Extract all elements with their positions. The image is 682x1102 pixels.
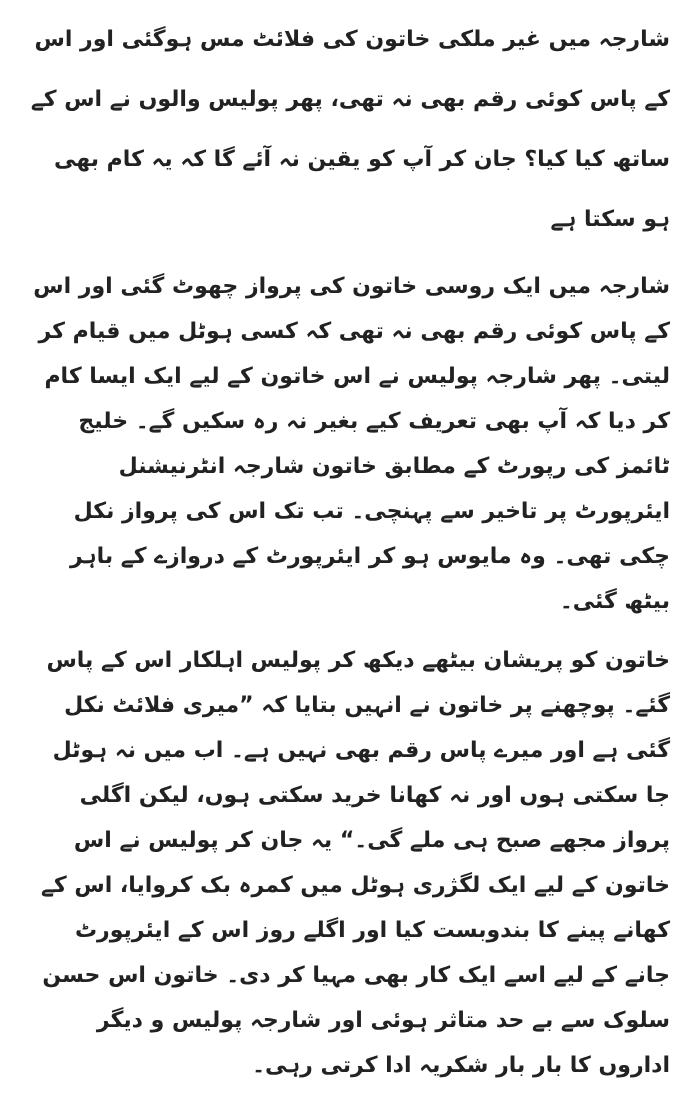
news-article xyxy=(30,10,670,1102)
article-paragraph: شارجہ میں ایک روسی خاتون کی پرواز چھوٹ گئی اور اس کے پاس کوئی رقم بھی نہ تھی کہ کسی ہوٹل میں قیام کر لیتی۔ پھر شارجہ پولیس نے اس خاتون کے لیے ایک ایسا کام کر دیا کہ آپ بھی تعریف کیے بغیر نہ رہ سکیں گے۔ خلیج ٹائمز کی رپورٹ کے مطابق خاتون شارجہ انٹرنیشنل ایئرپورٹ پر تاخیر سے پہنچی۔ تب تک اس کی پرواز نکل چکی تھی۔ وہ مایوس ہو کر ایئرپورٹ کے دروازے کے باہر بیٹھ گئی۔ xyxy=(33,274,670,614)
article-paragraph: خاتون کو پریشان بیٹھے دیکھ کر پولیس اہلکار اس کے پاس گئے۔ پوچھنے پر خاتون نے انہیں بتایا کہ ”میری فلائٹ نکل گئی ہے اور میرے پاس رقم بھی نہیں ہے۔ اب میں نہ ہوٹل جا سکتی ہوں اور نہ کھانا خرید سکتی ہوں، لیکن اگلی پرواز مجھے صبح ہی ملے گی۔“ یہ جان کر پولیس نے اس خاتون کے لیے ایک لگژری ہوٹل میں کمرہ بک کروایا، اس کے کھانے پینے کا بندوبست کیا اور اگلے روز اس کے ایئرپورٹ جانے کے لیے اسے ایک کار بھی مہیا کر دی۔ خاتون اس حسن سلوک سے بے حد متاثر ہوئی اور شارجہ پولیس و دیگر اداروں کا بار بار شکریہ ادا کرتی رہی۔ xyxy=(41,648,670,1078)
article-headline: شارجہ میں غیر ملکی خاتون کی فلائٹ مس ہوگئی اور اس کے پاس کوئی رقم بھی نہ تھی، پھر پولیس والوں نے اس کے ساتھ کیا کیا؟ جان کر آپ کو یقین نہ آئے گا کہ یہ کام بھی ہو سکتا ہے xyxy=(30,27,670,232)
